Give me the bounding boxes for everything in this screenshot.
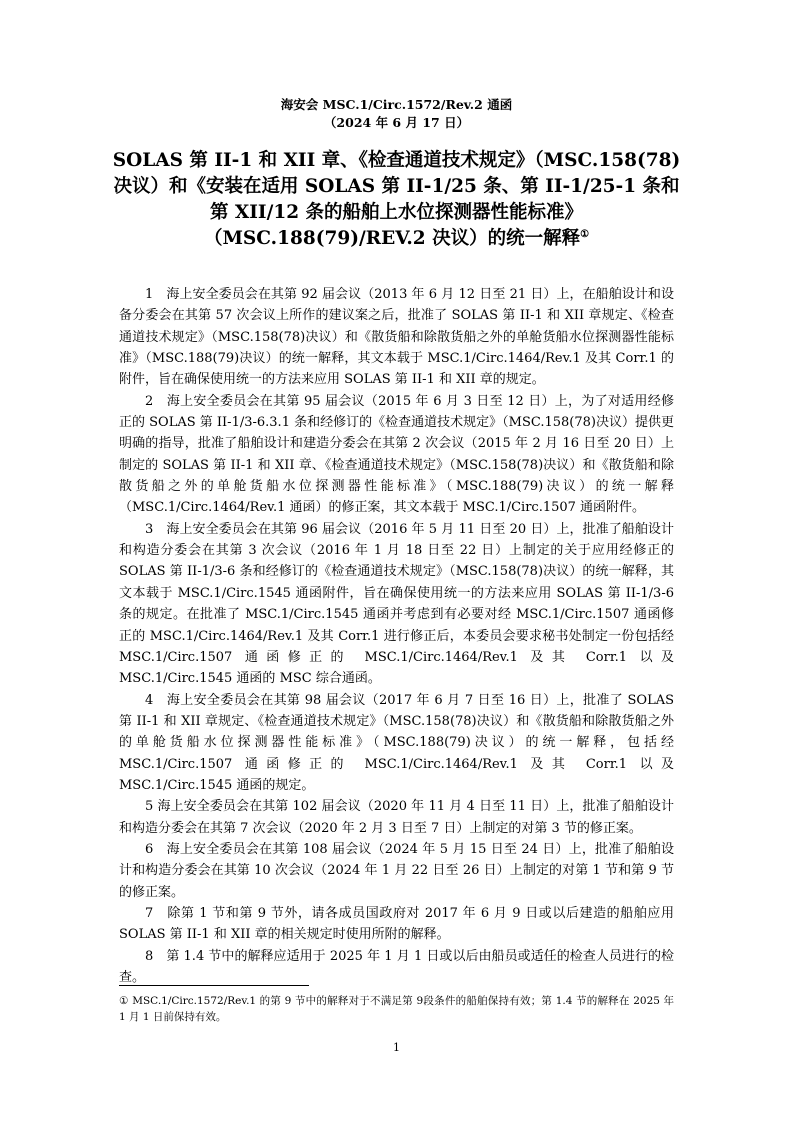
paragraph-3: 3 海上安全委员会在其第 96 届会议（2016 年 5 月 11 日至 20 日）上，批准了船舶设计和构造分委会在其第 3 次会议（2016 年 1 月 18 日至 22 日）上制定的关于应用经修正的 SOLAS 第 II-1/3-6 条和经修订的《检查通道技术规定》（MSC.158(78)决议）的统一解释，其文本载于 MSC.1/Circ.1545 通函附件，旨在确保使用统一的方法来应用 SOLAS 第 II-1/3-6 条的规定。在批准了 MSC.1/Circ.1545 通函并考虑到有必要对经 MSC.1/Circ.1507 通函修正的 MSC.1/Circ.1464/Rev.1 及其 Corr.1 进行修正后，本委员会要求秘书处制定一份包括经 MSC.1/Circ.1507 通函修正的 MSC.1/Circ.1464/Rev.1 及其 Corr.1 以及 MSC.1/Circ.1545 通函的 MSC 综合通函。 [119, 521, 674, 687]
footnote-divider [119, 985, 309, 986]
document-body [119, 284, 674, 988]
paragraph-1: 1 海上安全委员会在其第 92 届会议（2013 年 6 月 12 日至 21 日）上，在船舶设计和设备分委会在其第 57 次会议上所作的建议案之后，批准了 SOLAS 第 II-1 和 XII 章规定、《检查通道技术规定》（MSC.158(78)决议）和《散货船和除散货船之外的单舱货船水位探测器性能标准》（MSC.188(79)决议）的统一解释，其文本载于 MSC.1/Circ.1464/Rev.1 及其 Corr.1 的附件，旨在确保使用统一的方法来应用 SOLAS 第 II-1 和 XII 章的规定。 [119, 287, 674, 388]
paragraph-4: 4 海上安全委员会在其第 98 届会议（2017 年 6 月 7 日至 16 日）上，批准了 SOLAS 第 II-1 和 XII 章规定、《检查通道技术规定》（MSC.158(78)决议）和《散货船和除散货船之外的单舱货船水位探测器性能标准》（MSC.188(79)决议）的统一解释，包括经 MSC.1/Circ.1507 通函修正的 MSC.1/Circ.1464/Rev.1 及其 Corr.1 以及 MSC.1/Circ.1545 通函的规定。 [119, 692, 674, 793]
paragraph-7: 7 除第 1 节和第 9 节外，请各成员国政府对 2017 年 6 月 9 日或以后建造的船舶应用 SOLAS 第 II-1 和 XII 章的相关规定时使用所附的解释。 [119, 905, 674, 943]
circular-reference: 海安会 MSC.1/Circ.1572/Rev.2 通函 [280, 97, 513, 112]
circular-date: （2024 年 6 月 17 日） [323, 115, 470, 130]
paragraph-8: 8 第 1.4 节中的解释应适用于 2025 年 1 月 1 日或以后由船员或适任的检查人员进行的检查。 [119, 948, 674, 985]
document-title [105, 148, 688, 252]
page-number: 1 [393, 1041, 400, 1054]
paragraph-5: 5 海上安全委员会在其第 102 届会议（2020 年 11 月 4 日至 11 日）上，批准了船舶设计和构造分委会在其第 7 次会议（2020 年 2 月 3 日至 7 日）上制定的对第 3 节的修正案。 [119, 799, 674, 836]
title-text: SOLAS 第 II-1 和 XII 章、《检查通道技术规定》（MSC.158(78)决议）和《安装在适用 SOLAS 第 II-1/25 条、第 II-1/25-1 条和第 XII/12 条的船舶上水位探测器性能标准》（MSC.188(79)/REV.2 决议）的统一解释 [112, 150, 681, 249]
document-header [0, 96, 793, 132]
paragraph-2: 2 海上安全委员会在其第 95 届会议（2015 年 6 月 3 日至 12 日）上，为了对适用经修正的 SOLAS 第 II-1/3-6.3.1 条和经修订的《检查通道技术规定》（MSC.158(78)决议）提供更明确的指导，批准了船舶设计和建造分委会在其第 2 次会议（2015 年 2 月 16 日至 20 日）上制定的 SOLAS 第 II-1 和 XII 章、《检查通道技术规定》（MSC.158(78)决议）和《散货船和除散货船之外的单舱货船水位探测器性能标准》（MSC.188(79)决议）的统一解释（MSC.1/Circ.1464/Rev.1 通函）的修正案，其文本载于 MSC.1/Circ.1507 通函附件。 [119, 393, 674, 516]
footnote-marker: ① [580, 228, 590, 240]
paragraph-6: 6 海上安全委员会在其第 108 届会议（2024 年 5 月 15 日至 24 日）上，批准了船舶设计和构造分委会在其第 10 次会议（2024 年 1 月 22 日至 26 日）上制定的对第 1 节和第 9 节的修正案。 [119, 841, 674, 900]
footnote-text: ① MSC.1/Circ.1572/Rev.1 的第 9 节中的解释对于不满足第 9段条件的船舶保持有效；第 1.4 节的解释在 2025 年 1 月 1 日前保持有效。 [119, 995, 674, 1023]
